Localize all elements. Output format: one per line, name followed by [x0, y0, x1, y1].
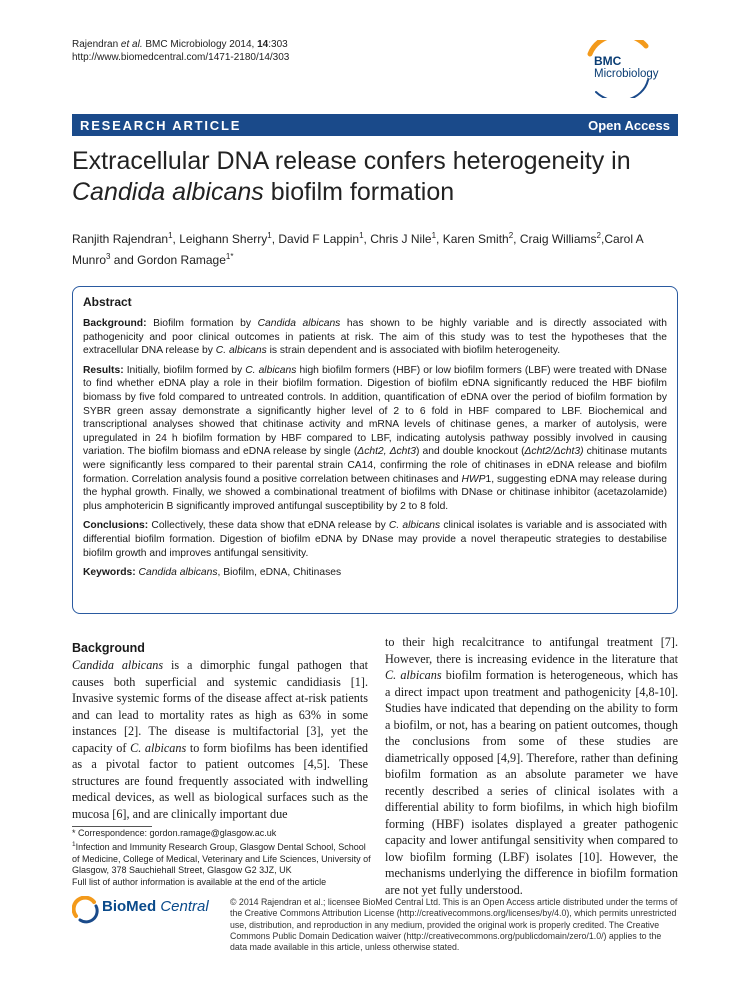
footnote-divider: [72, 826, 152, 827]
affiliation-1: $^1$Infection and Immunity Research Group, Glasgow Dental School, School of Medicine, College of Medical, Veterinary and Life Sciences, University of Glasgow, 378 Sauchiehall Street, Glasgow G2 3JZ, UK: [72, 841, 371, 876]
body-column-right: [385, 634, 678, 898]
author-affiliation-marker: 2: [596, 231, 601, 240]
author-name: Chris J Nile: [370, 232, 432, 246]
body-column-left: [72, 640, 368, 822]
logo-text-journal: Microbiology: [594, 68, 659, 80]
article-type-label: RESEARCH ARTICLE: [80, 117, 242, 133]
biomed-central-wordmark: BioMed Central: [102, 898, 209, 915]
author-affiliation-marker: 2: [508, 231, 514, 240]
footnotes: [72, 828, 372, 888]
biomed-central-logo: [72, 896, 222, 924]
biomed-central-swoosh-icon: [72, 896, 100, 924]
citation-line: Rajendran et al. BMC Microbiology 2014, 14:303: [72, 39, 288, 50]
correspondence-email[interactable]: gordon.ramage@glasgow.ac.uk: [149, 828, 277, 838]
section-heading-background: Background: [72, 641, 145, 655]
author-name: Ranjith Rajendran: [72, 232, 169, 246]
abstract-conclusions: Conclusions: Collectively, these data show that eDNA release by C. albicans clinical isolates is variable and is associated with differential biofilm formation. Digestion of biofilm eDNA by DNase may provide a novel therapeutic strategies to destabilise biofilm growth and improves antifungal sensitivity.: [83, 520, 668, 559]
author-affiliation-marker: 1: [359, 231, 364, 240]
abstract-results: Results: Initially, biofilm formed by C. albicans high biofilm formers (HBF) or low biofilm formers (LBF) were treated with DNase to find whether eDNA play a role in their biofilm formation. Digestion of biofilm eDNA significantly reduced the HBF biofilm biomass by five fold compared to untreated controls. In addition, quantification of eDNA over the period of biofilm formation by SYBR green assay demonstrate a significantly higher level of 2 to 6 fold in HBF compared to LBF. Biochemical and transcriptional analyses showed that chitinase activity and mRNA levels of chitinase genes, a marker of autolysis, were upregulated in 24 h biofilm formation by HBF compared to LBF, indicating autolysis pathway possibly involved in causing variation. The biofilm biomass and eDNA release by single (Δcht2, Δcht3) and double knockout (Δcht2/Δcht3) chitinase mutants were significantly less compared to their parental strain CA14, confirming the role of chitinases in eDNA release and biofilm formation. Correlation analysis found a positive correlation between chitinases and HWP1, suggesting eDNA may release during the hyphal growth. Finally, we showed a combinational treatment of biofilms with DNase or chitinase inhibitor (acetazolamide) plus amphotericin B significantly improved antifungal susceptibility by 2 to 8 fold.: [83, 364, 667, 512]
abstract-keywords: Keywords: Candida albicans, Biofilm, eDNA, Chitinases: [83, 567, 342, 579]
article-type-banner: [72, 114, 678, 136]
body-paragraph: to their high recalcitrance to antifungal treatment [7]. However, there is increasing evidence in the literature that C. albicans biofilm formation is heterogeneous, which has a direct impact upon treatment and pathogenicity [4,8-10]. Studies have indicated that depending on the ability to form a biofilm, or not, has a bearing on patient outcomes, though the conclusions from some of these studies are diametrically opposed [4,9]. Therefore, rather than defining biofilm formation as an absolute parameter we have recently described a series of clinical isolates with a differential ability to form biofilms, in which high biofilm forming (HBF) isolates displayed a greater pathogenic capacity and lower antifungal sensitivity when compared to low biofilm forming (LBF) isolates [10]. However, the mechanisms underlying the difference in biofilm formation are not yet fully understood.: [385, 635, 678, 897]
body-paragraph: Candida albicans is a dimorphic fungal pathogen that causes both superficial and systemic candidiasis [1]. Invasive systemic forms of the disease affect at-risk patients and can lead to mortality rates as high as 63% in some instances [2]. The disease is multifactorial [3], yet the capacity of C. albicans to form biofilms has been identified as a pivotal factor to patient outcomes [4,5]. These structures are found frequently associated with indwelling medical devices, as well as biological surfaces such as the mucosa [6], and are clinically important due: [72, 658, 369, 821]
license-text: © 2014 Rajendran et al.; licensee BioMed Central Ltd. This is an Open Access article distributed under the terms of the Creative Commons Attribution License (http://creativecommons.org/licenses/by/4.0), which permits unrestricted use, distribution, and reproduction in any medium, provided the original work is properly credited. The Creative Commons Public Domain Dedication waiver (http://creativecommons.org/publicdomain/zero/1.0/) applies to the data made available in this article, unless otherwise stated.: [230, 897, 678, 953]
author-info-note: Full list of author information is available at the end of the article: [72, 876, 327, 887]
author-affiliation-marker: 1: [431, 231, 437, 240]
abstract-background: Background: Biofilm formation by Candida albicans has shown to be highly variable and is directly associated with pathogenicity and poor clinical outcomes in patients at risk. The aim of this study was to test the hypotheses that the extracellular DNA release by C. albicans is strain dependent and is associated with biofilm heterogeneity.: [83, 318, 668, 357]
author-name: Leighann Sherry: [179, 232, 268, 246]
article-title: Extracellular DNA release confers heterogeneity in Candida albicans biofilm formation: [72, 147, 631, 206]
abstract-heading: Abstract: [83, 295, 132, 309]
author-name: Carol A Munro: [72, 232, 644, 267]
author-name: David F Lappin: [278, 232, 360, 246]
bmc-microbiology-logo: [584, 40, 679, 98]
correspondence: * Correspondence: gordon.ramage@glasgow.ac.uk: [72, 828, 277, 838]
author-affiliation-marker: 1: [267, 231, 272, 240]
author-affiliation-marker: 1*: [225, 252, 234, 261]
logo-text-bmc: BMC: [594, 54, 622, 68]
open-access-label: Open Access: [588, 117, 670, 133]
author-name: Gordon Ramage: [137, 253, 226, 267]
author-list: Ranjith Rajendran$^1$, Leighann Sherry$^1$, David F Lappin$^1$, Chris J Nile$^1$, Karen Smith$^2$, Craig Williams$^2$,Carol A Munro$^3$ and Gordon Ramage$^{1*}$: [72, 231, 644, 267]
author-affiliation-marker: 1: [168, 231, 173, 240]
author-name: Karen Smith: [442, 232, 509, 246]
citation-header: [72, 38, 289, 64]
abstract-box: [72, 286, 678, 614]
author-name: Craig Williams: [519, 232, 597, 246]
author-affiliation-marker: 3: [106, 252, 111, 261]
article-url[interactable]: http://www.biomedcentral.com/1471-2180/14/303: [72, 52, 290, 63]
